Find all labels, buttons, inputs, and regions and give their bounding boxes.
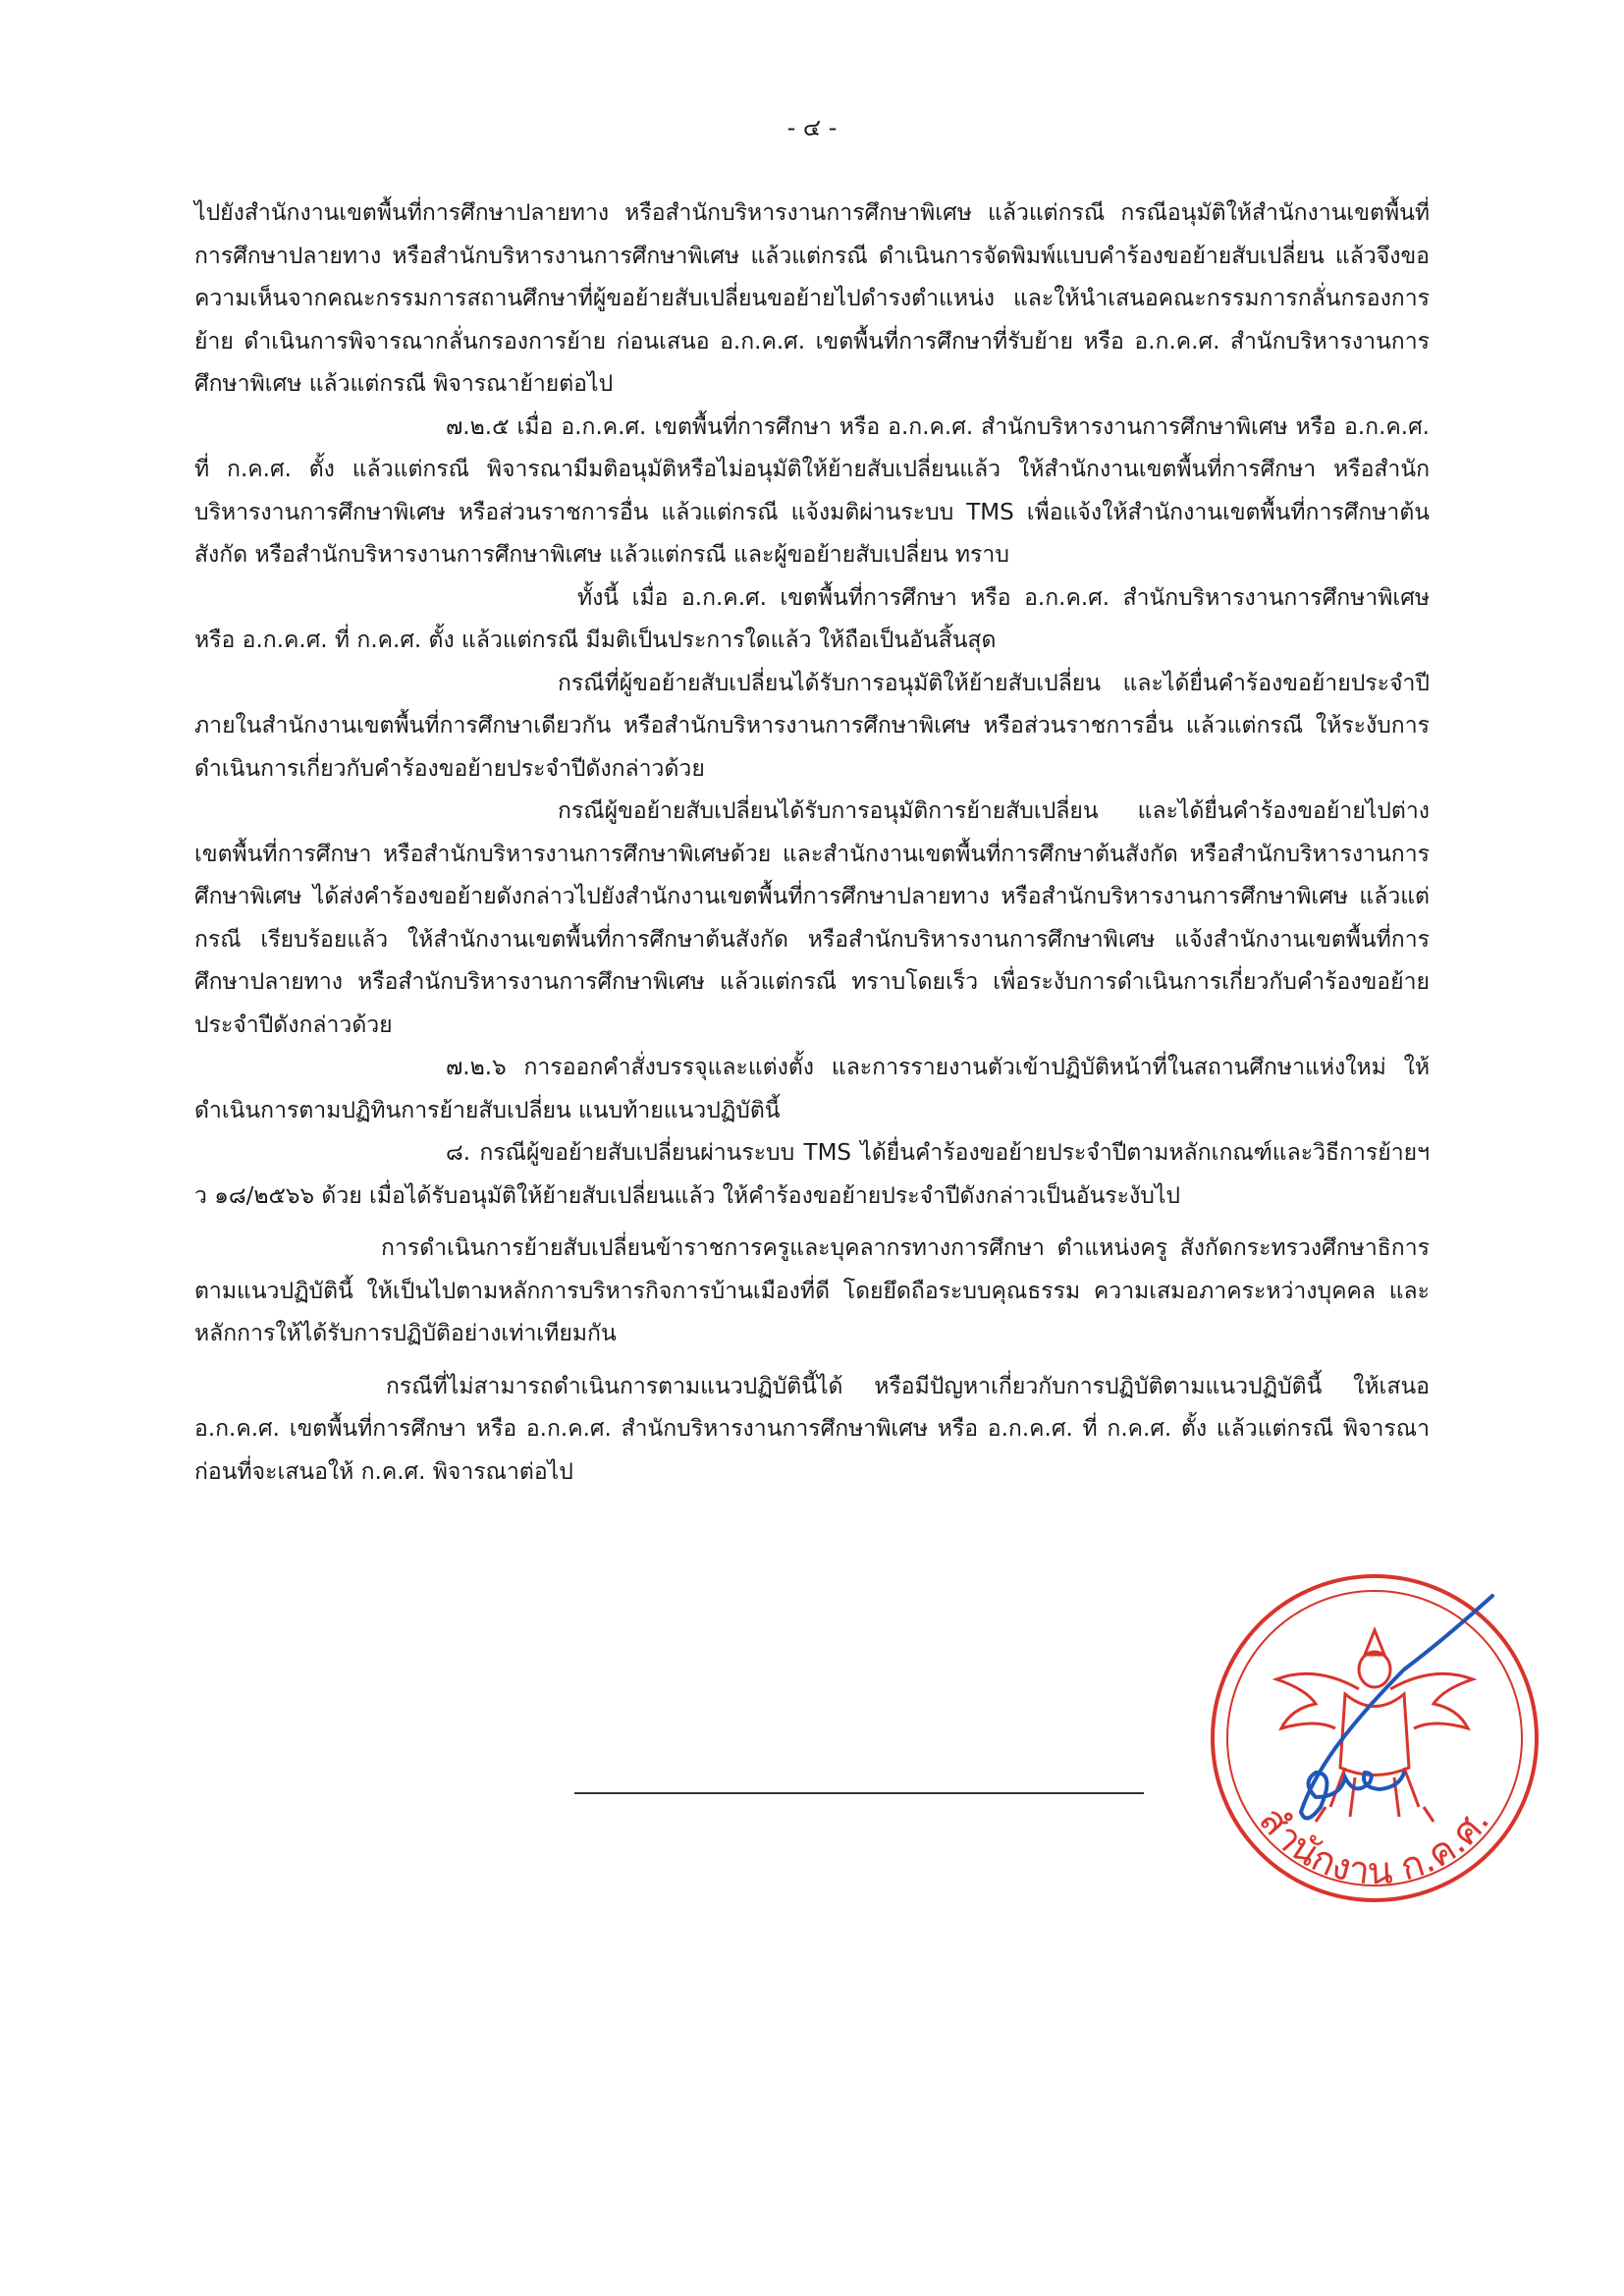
garuda-emblem-icon — [1276, 1630, 1473, 1822]
paragraph-exceptions: กรณีที่ไม่สามารถดำเนินการตามแนวปฏิบัตินี้ได้ หรือมีปัญหาเกี่ยวกับการปฏิบัติตามแนวปฏิบัตินี้ ให้เสนอ อ.ก.ค.ศ. เขตพื้นที่การศึกษา หรือ อ.ก.ค.ศ. สำนักบริหารงานการศึกษาพิเศษ หรือ อ.ก.ค.ศ. ที่ ก.ค.ศ. ตั้ง แล้วแต่กรณี พิจารณาก่อนที่จะเสนอให้ ก.ค.ศ. พิจารณาต่อไป — [194, 1373, 1430, 1485]
paragraph-1: ไปยังสำนักงานเขตพื้นที่การศึกษาปลายทาง หรือสำนักบริหารงานการศึกษาพิเศษ แล้วแต่กรณี กรณีอนุมัติให้สำนักงานเขตพื้นที่การศึกษาปลายทาง หรือสำนักบริหารงานการศึกษาพิเศษ แล้วแต่กรณี ดำเนินการจัดพิมพ์แบบคำร้องขอย้ายสับเปลี่ยน แล้วจึงขอความเห็นจากคณะกรรมการสถานศึกษาที่ผู้ขอย้ายสับเปลี่ยนขอย้ายไปดำรงตำแหน่ง และให้นำเสนอคณะกรรมการกลั่นกรองการย้าย ดำเนินการพิจารณากลั่นกรองการย้าย ก่อนเสนอ อ.ก.ค.ศ. เขตพื้นที่การศึกษาที่รับย้าย หรือ อ.ก.ค.ศ. สำนักบริหารงานการศึกษาพิเศษ แล้วแต่กรณี พิจารณาย้ายต่อไป — [194, 200, 1430, 397]
paragraph-same-area-request: กรณีที่ผู้ขอย้ายสับเปลี่ยนได้รับการอนุมัติให้ย้ายสับเปลี่ยน และได้ยื่นคำร้องขอย้ายประจำปีภายในสำนักงานเขตพื้นที่การศึกษาเดียวกัน หรือสำนักบริหารงานการศึกษาพิเศษ หรือส่วนราชการอื่น แล้วแต่กรณี ให้ระงับการดำเนินการเกี่ยวกับคำร้องขอย้ายประจำปีดังกล่าวด้วย — [194, 670, 1430, 782]
paragraph-7-2-6: ๗.๒.๖ การออกคำสั่งบรรจุและแต่งตั้ง และการรายงานตัวเข้าปฏิบัติหน้าที่ในสถานศึกษาแห่งใหม่ ให้ดำเนินการตามปฏิทินการย้ายสับเปลี่ยน แนบท้ายแนวปฏิบัตินี้ — [194, 1055, 1430, 1123]
document-body — [194, 192, 1430, 1494]
svg-text:สำนักงาน ก.ค.ศ. — [1251, 1798, 1498, 1892]
paragraph-8: ๘. กรณีผู้ขอย้ายสับเปลี่ยนผ่านระบบ TMS ได้ยื่นคำร้องขอย้ายประจำปีตามหลักเกณฑ์และวิธีการย้ายฯ ว ๑๘/๒๕๖๖ ด้วย เมื่อได้รับอนุมัติให้ย้ายสับเปลี่ยนแล้ว ให้คำร้องขอย้ายประจำปีดังกล่าวเป็นอันระงับไป — [194, 1140, 1430, 1209]
paragraph-final-decision: ทั้งนี้ เมื่อ อ.ก.ค.ศ. เขตพื้นที่การศึกษา หรือ อ.ก.ค.ศ. สำนักบริหารงานการศึกษาพิเศษ หรือ อ.ก.ค.ศ. ที่ ก.ค.ศ. ตั้ง แล้วแต่กรณี มีมติเป็นประการใดแล้ว ให้ถือเป็นอันสิ้นสุด — [194, 584, 1430, 653]
signature-scribble — [1301, 1596, 1492, 1818]
paragraph-other-area-request: กรณีผู้ขอย้ายสับเปลี่ยนได้รับการอนุมัติการย้ายสับเปลี่ยน และได้ยื่นคำร้องขอย้ายไปต่างเขตพื้นที่การศึกษา หรือสำนักบริหารงานการศึกษาพิเศษด้วย และสำนักงานเขตพื้นที่การศึกษาต้นสังกัด หรือสำนักบริหารงานการศึกษาพิเศษ ได้ส่งคำร้องขอย้ายดังกล่าวไปยังสำนักงานเขตพื้นที่การศึกษาปลายทาง หรือสำนักบริหารงานการศึกษาพิเศษ แล้วแต่กรณี เรียบร้อยแล้ว ให้สำนักงานเขตพื้นที่การศึกษาต้นสังกัด หรือสำนักบริหารงานการศึกษาพิเศษ แจ้งสำนักงานเขตพื้นที่การศึกษาปลายทาง หรือสำนักบริหารงานการศึกษาพิเศษ แล้วแต่กรณี ทราบโดยเร็ว เพื่อระงับการดำเนินการเกี่ยวกับคำร้องขอย้ายประจำปีดังกล่าวด้วย — [194, 798, 1430, 1038]
end-of-document-rule — [574, 1792, 1144, 1794]
garuda-seal-stamp — [1208, 1571, 1542, 2003]
seal-text: สำนักงาน ก.ค.ศ. — [1250, 1798, 1498, 1893]
page-number: - ๔ - — [786, 114, 838, 141]
paragraph-principles: การดำเนินการย้ายสับเปลี่ยนข้าราชการครูและบุคลากรทางการศึกษา ตำแหน่งครู สังกัดกระทรวงศึกษาธิการ ตามแนวปฏิบัตินี้ ให้เป็นไปตามหลักการบริหารกิจการบ้านเมืองที่ดี โดยยึดถือระบบคุณธรรม ความเสมอภาคระหว่างบุคคล และหลักการให้ได้รับการปฏิบัติอย่างเท่าเทียมกัน — [194, 1235, 1430, 1346]
paragraph-7-2-5: ๗.๒.๕ เมื่อ อ.ก.ค.ศ. เขตพื้นที่การศึกษา หรือ อ.ก.ค.ศ. สำนักบริหารงานการศึกษาพิเศษ หรือ อ.ก.ค.ศ. ที่ ก.ค.ศ. ตั้ง แล้วแต่กรณี พิจารณามีมติอนุมัติหรือไม่อนุมัติให้ย้ายสับเปลี่ยนแล้ว ให้สำนักงานเขตพื้นที่การศึกษา หรือสำนักบริหารงานการศึกษาพิเศษ หรือส่วนราชการอื่น แล้วแต่กรณี แจ้งมติผ่านระบบ TMS เพื่อแจ้งให้สำนักงานเขตพื้นที่การศึกษาต้นสังกัด หรือสำนักบริหารงานการศึกษาพิเศษ แล้วแต่กรณี และผู้ขอย้ายสับเปลี่ยน ทราบ — [194, 413, 1430, 568]
